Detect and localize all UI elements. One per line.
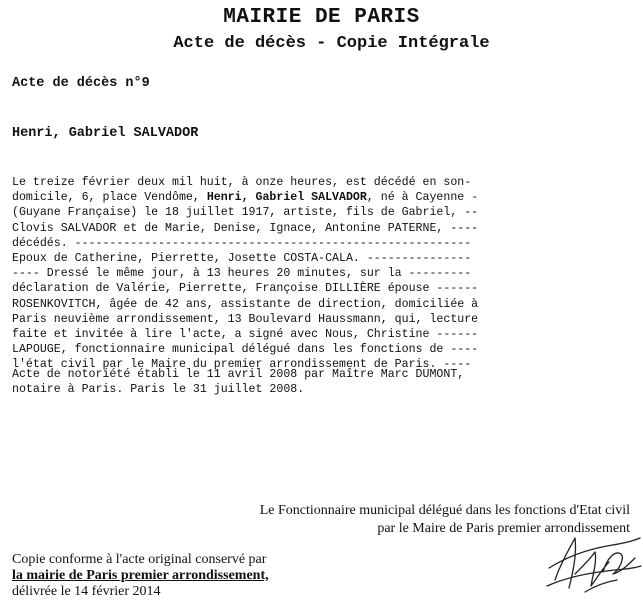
act-body-line: Paris neuvième arrondissement, 13 Boulevard Haussmann, qui, lecture (12, 312, 479, 326)
signatory-line: Le Fonctionnaire municipal délégué dans les fonctions d'Etat civil (259, 503, 630, 518)
act-body-line: Clovis SALVADOR et de Marie, Denise, Ignace, Antonine PATERNE, ---- (12, 221, 479, 235)
page-title: MAIRIE DE PARIS (223, 6, 420, 29)
notoriety-line: notaire à Paris. Paris le 31 juillet 2008. (12, 383, 305, 397)
certification-issuer: la mairie de Paris premier arrondissement, (12, 568, 269, 583)
notoriety-paragraph (12, 367, 632, 397)
act-body-line: déclaration de Valérie, Pierrette, Françoise DILLIÈRE épouse ------ (12, 282, 479, 296)
act-body-line: ROSENKOVITCH, âgée de 42 ans, assistante de direction, domiciliée à (12, 297, 479, 311)
act-body-line: ---- Dressé le même jour, à 13 heures 20 minutes, sur la --------- (12, 267, 472, 281)
act-body-line: décédés. --------------------------------------------------------- (12, 236, 472, 250)
signatory-line: par le Maire de Paris premier arrondissement (377, 520, 630, 536)
certification-line: Copie conforme à l'acte original conservé par (12, 552, 267, 567)
document-subtitle: Acte de décès - Copie Intégrale (173, 34, 490, 53)
bold-name: Henri, Gabriel SALVADOR (206, 191, 367, 205)
act-body-line: faite et invitée à lire l'acte, a signé avec Nous, Christine ------ (12, 327, 479, 341)
deceased-name: Henri, Gabriel SALVADOR (12, 126, 199, 141)
act-body-line: Epoux de Catherine, Pierrette, Josette COSTA-CALA. --------------- (12, 251, 472, 265)
certification-date: délivrée le 14 février 2014 (12, 584, 161, 599)
act-body-line: (Guyane Française) le 18 juillet 1917, artiste, fils de Gabriel, -- (12, 206, 479, 220)
act-body-line: Le treize février deux mil huit, à onze heures, est décédé en son- (12, 176, 472, 189)
notoriety-line: Acte de notoriété établi le 11 avril 2008 par Maître Marc DUMONT, (12, 368, 465, 381)
handwritten-signature (545, 528, 643, 600)
certification-block (12, 552, 269, 600)
act-body-line: LAPOUGE, fonctionnaire municipal délégué dans les fonctions de ---- (12, 343, 479, 357)
act-body-line: l'état civil par le Maire du premier arrondissement de Paris. ---- (12, 358, 472, 372)
act-number: Acte de décès n°9 (12, 76, 150, 91)
act-body-text (12, 175, 632, 372)
act-body-line: domicile, 6, place Vendôme, Henri, Gabriel SALVADOR, né à Cayenne - (12, 191, 479, 205)
